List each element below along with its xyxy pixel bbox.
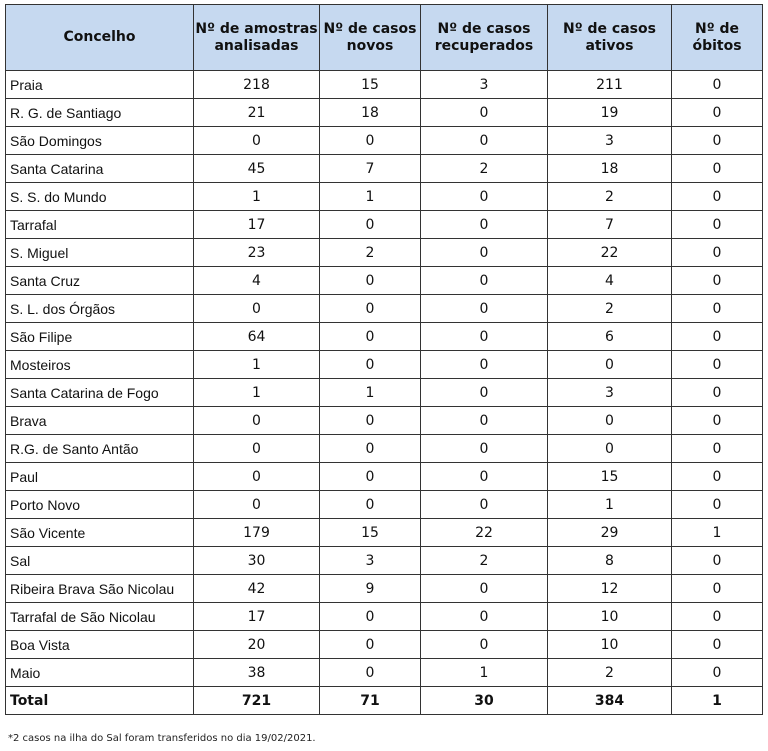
cell-amostras: 0 — [194, 407, 320, 435]
cell-amostras: 0 — [194, 491, 320, 519]
cell-obitos: 0 — [672, 547, 763, 575]
cell-casos-novos: 0 — [320, 435, 421, 463]
cell-obitos: 0 — [672, 379, 763, 407]
cell-concelho: R.G. de Santo Antão — [6, 435, 194, 463]
total-concelho: Total — [6, 687, 194, 715]
cell-casos-novos: 0 — [320, 267, 421, 295]
cell-amostras: 1 — [194, 351, 320, 379]
cell-obitos: 0 — [672, 155, 763, 183]
cell-casos-recuperados: 0 — [421, 603, 548, 631]
cell-amostras: 21 — [194, 99, 320, 127]
cell-amostras: 0 — [194, 127, 320, 155]
cell-casos-recuperados: 2 — [421, 547, 548, 575]
table-row — [6, 435, 763, 463]
cell-casos-ativos: 15 — [548, 463, 672, 491]
table-body — [6, 71, 763, 715]
cell-casos-ativos: 1 — [548, 491, 672, 519]
cell-concelho: Tarrafal — [6, 211, 194, 239]
cell-casos-ativos: 6 — [548, 323, 672, 351]
cell-concelho: Santa Catarina — [6, 155, 194, 183]
cell-casos-novos: 0 — [320, 211, 421, 239]
table-row — [6, 127, 763, 155]
cell-amostras: 45 — [194, 155, 320, 183]
cell-casos-novos: 15 — [320, 519, 421, 547]
total-casos-novos: 71 — [320, 687, 421, 715]
cell-obitos: 0 — [672, 267, 763, 295]
table-row — [6, 407, 763, 435]
cell-amostras: 0 — [194, 295, 320, 323]
table-row — [6, 659, 763, 687]
cell-casos-novos: 0 — [320, 127, 421, 155]
cell-casos-novos: 0 — [320, 631, 421, 659]
table-row — [6, 547, 763, 575]
cell-casos-recuperados: 0 — [421, 323, 548, 351]
table-row — [6, 295, 763, 323]
cell-obitos: 0 — [672, 603, 763, 631]
table-row — [6, 323, 763, 351]
cell-obitos: 0 — [672, 99, 763, 127]
cell-amostras: 42 — [194, 575, 320, 603]
total-amostras: 721 — [194, 687, 320, 715]
table-row — [6, 491, 763, 519]
cell-concelho: São Filipe — [6, 323, 194, 351]
cell-casos-novos: 15 — [320, 71, 421, 99]
cell-concelho: Brava — [6, 407, 194, 435]
cell-amostras: 23 — [194, 239, 320, 267]
cell-obitos: 0 — [672, 659, 763, 687]
table-row — [6, 239, 763, 267]
cell-amostras: 0 — [194, 463, 320, 491]
cell-concelho: Santa Catarina de Fogo — [6, 379, 194, 407]
cell-casos-ativos: 2 — [548, 183, 672, 211]
cell-casos-recuperados: 0 — [421, 491, 548, 519]
cell-amostras: 38 — [194, 659, 320, 687]
cell-amostras: 4 — [194, 267, 320, 295]
cell-casos-recuperados: 0 — [421, 351, 548, 379]
cell-obitos: 0 — [672, 575, 763, 603]
cell-casos-novos: 0 — [320, 463, 421, 491]
table-row — [6, 71, 763, 99]
cell-casos-ativos: 2 — [548, 295, 672, 323]
cell-concelho: Porto Novo — [6, 491, 194, 519]
cell-concelho: S. L. dos Órgãos — [6, 295, 194, 323]
cell-obitos: 0 — [672, 435, 763, 463]
cell-casos-ativos: 4 — [548, 267, 672, 295]
cell-concelho: Santa Cruz — [6, 267, 194, 295]
cell-concelho: São Domingos — [6, 127, 194, 155]
cell-casos-novos: 0 — [320, 491, 421, 519]
cell-casos-novos: 0 — [320, 603, 421, 631]
cell-casos-recuperados: 3 — [421, 71, 548, 99]
cell-casos-novos: 7 — [320, 155, 421, 183]
cell-concelho: Boa Vista — [6, 631, 194, 659]
cell-casos-ativos: 10 — [548, 603, 672, 631]
cell-concelho: Ribeira Brava São Nicolau — [6, 575, 194, 603]
cell-casos-recuperados: 0 — [421, 463, 548, 491]
cell-casos-ativos: 8 — [548, 547, 672, 575]
cell-casos-ativos: 0 — [548, 407, 672, 435]
cell-casos-recuperados: 0 — [421, 435, 548, 463]
cell-casos-ativos: 3 — [548, 379, 672, 407]
table-row — [6, 519, 763, 547]
cell-casos-ativos: 211 — [548, 71, 672, 99]
cell-casos-recuperados: 2 — [421, 155, 548, 183]
cell-casos-recuperados: 22 — [421, 519, 548, 547]
table-row — [6, 575, 763, 603]
cell-amostras: 17 — [194, 603, 320, 631]
cell-casos-recuperados: 0 — [421, 239, 548, 267]
cell-concelho: Paul — [6, 463, 194, 491]
cell-obitos: 0 — [672, 183, 763, 211]
cell-casos-ativos: 3 — [548, 127, 672, 155]
table-row — [6, 99, 763, 127]
cell-casos-novos: 2 — [320, 239, 421, 267]
total-casos-ativos: 384 — [548, 687, 672, 715]
cell-casos-ativos: 10 — [548, 631, 672, 659]
total-obitos: 1 — [672, 687, 763, 715]
cell-casos-recuperados: 0 — [421, 407, 548, 435]
cell-casos-recuperados: 1 — [421, 659, 548, 687]
cell-obitos: 0 — [672, 491, 763, 519]
footnote: *2 casos na ilha do Sal foram transferidos no dia 19/02/2021. — [8, 733, 316, 744]
table-row — [6, 603, 763, 631]
cell-obitos: 0 — [672, 407, 763, 435]
cell-casos-recuperados: 0 — [421, 127, 548, 155]
cell-obitos: 0 — [672, 351, 763, 379]
cell-obitos: 0 — [672, 463, 763, 491]
cell-concelho: R. G. de Santiago — [6, 99, 194, 127]
table-row — [6, 183, 763, 211]
cell-amostras: 17 — [194, 211, 320, 239]
cell-casos-novos: 3 — [320, 547, 421, 575]
cell-amostras: 179 — [194, 519, 320, 547]
cell-casos-novos: 18 — [320, 99, 421, 127]
cell-obitos: 0 — [672, 295, 763, 323]
header-casos-ativos: Nº de casos ativos — [548, 5, 672, 71]
cell-casos-ativos: 12 — [548, 575, 672, 603]
cell-casos-recuperados: 0 — [421, 183, 548, 211]
cell-obitos: 0 — [672, 631, 763, 659]
table-row — [6, 631, 763, 659]
cell-concelho: S. Miguel — [6, 239, 194, 267]
cell-amostras: 1 — [194, 379, 320, 407]
cell-concelho: Mosteiros — [6, 351, 194, 379]
covid-cases-table-container — [5, 4, 762, 715]
cell-casos-recuperados: 0 — [421, 631, 548, 659]
cell-casos-recuperados: 0 — [421, 575, 548, 603]
cell-casos-recuperados: 0 — [421, 295, 548, 323]
cell-casos-ativos: 22 — [548, 239, 672, 267]
cell-obitos: 0 — [672, 71, 763, 99]
cell-casos-novos: 0 — [320, 659, 421, 687]
cell-amostras: 218 — [194, 71, 320, 99]
cell-amostras: 0 — [194, 435, 320, 463]
cell-concelho: S. S. do Mundo — [6, 183, 194, 211]
covid-cases-table — [5, 4, 763, 715]
cell-casos-ativos: 7 — [548, 211, 672, 239]
cell-concelho: Sal — [6, 547, 194, 575]
total-casos-recuperados: 30 — [421, 687, 548, 715]
cell-amostras: 20 — [194, 631, 320, 659]
header-casos-novos: Nº de casos novos — [320, 5, 421, 71]
cell-casos-novos: 0 — [320, 407, 421, 435]
cell-obitos: 0 — [672, 211, 763, 239]
table-row — [6, 463, 763, 491]
cell-casos-novos: 1 — [320, 183, 421, 211]
cell-casos-novos: 0 — [320, 323, 421, 351]
header-amostras-analisadas: Nº de amostras analisadas — [194, 5, 320, 71]
table-row — [6, 351, 763, 379]
cell-concelho: Tarrafal de São Nicolau — [6, 603, 194, 631]
cell-casos-ativos: 19 — [548, 99, 672, 127]
cell-casos-recuperados: 0 — [421, 99, 548, 127]
cell-casos-ativos: 0 — [548, 351, 672, 379]
cell-casos-novos: 1 — [320, 379, 421, 407]
table-row — [6, 155, 763, 183]
header-obitos: Nº de óbitos — [672, 5, 763, 71]
cell-casos-novos: 9 — [320, 575, 421, 603]
cell-casos-recuperados: 0 — [421, 267, 548, 295]
cell-amostras: 1 — [194, 183, 320, 211]
cell-obitos: 0 — [672, 127, 763, 155]
cell-casos-ativos: 0 — [548, 435, 672, 463]
cell-casos-recuperados: 0 — [421, 379, 548, 407]
cell-amostras: 64 — [194, 323, 320, 351]
cell-casos-ativos: 18 — [548, 155, 672, 183]
cell-casos-ativos: 2 — [548, 659, 672, 687]
header-row — [6, 5, 763, 71]
header-casos-recuperados: Nº de casos recuperados — [421, 5, 548, 71]
cell-concelho: Praia — [6, 71, 194, 99]
cell-casos-ativos: 29 — [548, 519, 672, 547]
cell-concelho: Maio — [6, 659, 194, 687]
table-row — [6, 267, 763, 295]
cell-obitos: 0 — [672, 239, 763, 267]
cell-casos-novos: 0 — [320, 351, 421, 379]
cell-casos-novos: 0 — [320, 295, 421, 323]
cell-obitos: 1 — [672, 519, 763, 547]
table-row — [6, 379, 763, 407]
table-row — [6, 211, 763, 239]
total-row — [6, 687, 763, 715]
cell-obitos: 0 — [672, 323, 763, 351]
header-concelho: Concelho — [6, 5, 194, 71]
cell-casos-recuperados: 0 — [421, 211, 548, 239]
cell-concelho: São Vicente — [6, 519, 194, 547]
cell-amostras: 30 — [194, 547, 320, 575]
